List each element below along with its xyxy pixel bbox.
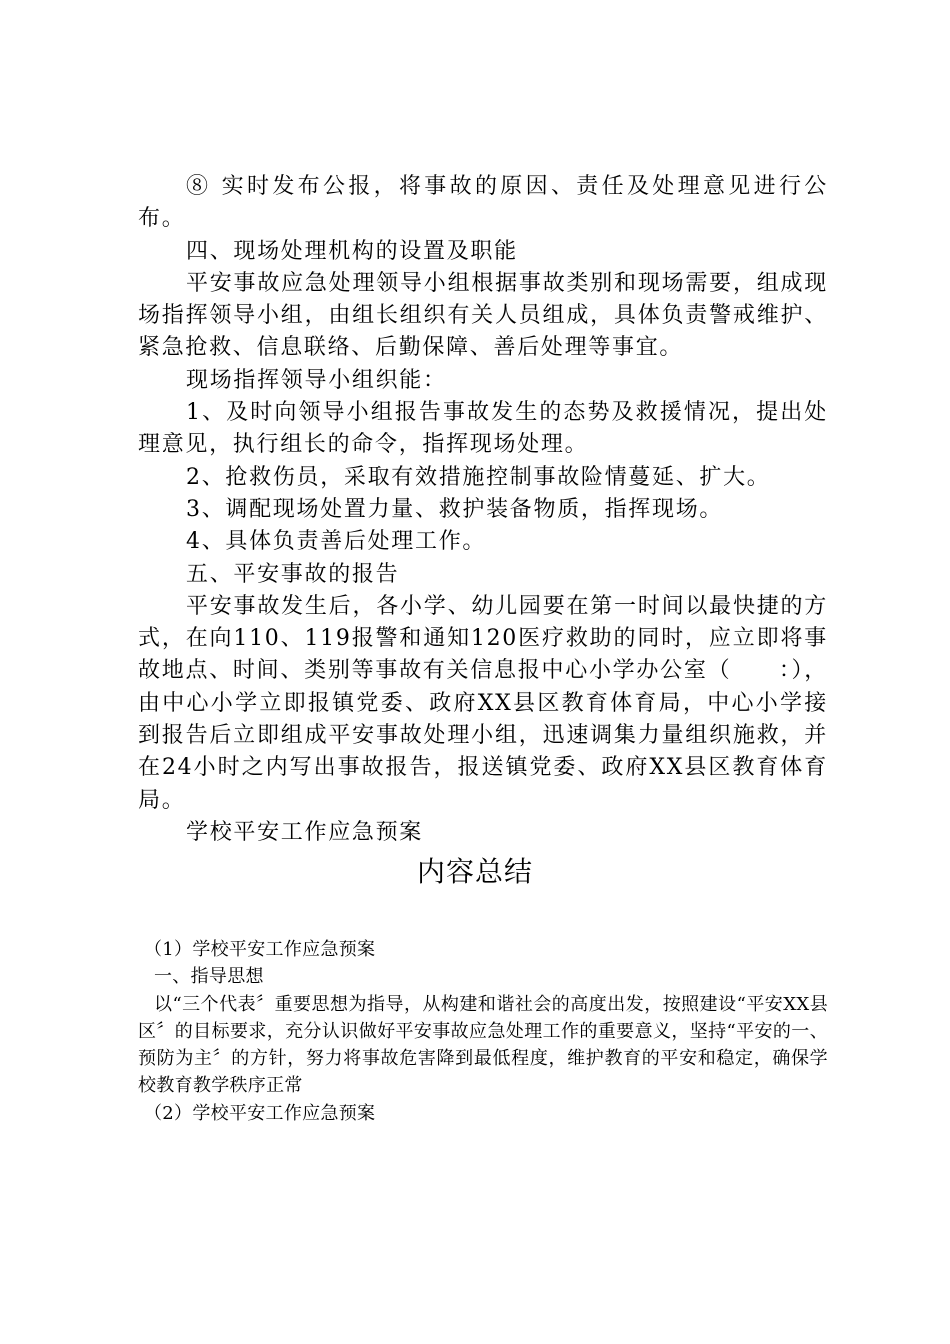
summary-item-2: （2）学校平安工作应急预案 <box>144 1102 376 1124</box>
paragraph-plan-title: 学校平安工作应急预案 <box>186 819 424 845</box>
summary-section <box>138 936 828 1127</box>
summary-paragraph-guiding-thought: 以“三个代表〞重要思想为指导，从构建和谐社会的高度出发，按照建设“平安XX县区〞的目标要求，充分认识做好平安事故应急处理工作的重要意义，坚持“平安的一、预防为主〞的方针，努力将事故危害降到最低程度，维护教育的平安和稳定，确保学校教育教学秩序正常 <box>138 993 828 1097</box>
section-heading-onsite-organization: 四、现场处理机构的设置及职能 <box>186 238 518 264</box>
paragraph-onsite-group: 平安事故应急处理领导小组根据事故类别和现场需要，组成现场指挥领导小组，由组长组织有关人员组成，具体负责警戒维护、紧急抢救、信息联络、后勤保障、善后处理等事宜。 <box>138 270 828 361</box>
list-item-duty-3: 3、调配现场处置力量、救护装备物质，指挥现场。 <box>186 496 724 522</box>
paragraph-report-procedure: 平安事故发生后，各小学、幼儿园要在第一时间以最快捷的方式，在向110、119报警和通知120医疗救助的同时，应立即将事故地点、时间、类别等事故有关信息报中心小学办公室（ ：），由中心小学立即报镇党委、政府XX县区教育体育局，中心小学接到报告后立即组成平安事故处理小组，迅速调集力量组织施救，并在24小时之内写出事故报告，报送镇党委、政府XX县区教育体育局。 <box>138 593 828 813</box>
list-item-duty-1: 1、及时向领导小组报告事故发生的态势及救援情况，提出处理意见，执行组长的命令，指挥现场处理。 <box>138 400 828 458</box>
list-item-duty-2: 2、抢救伤员，采取有效措施控制事故险情蔓延、扩大。 <box>186 464 771 490</box>
summary-title: 内容总结 <box>416 855 533 888</box>
summary-heading-guiding-thought: 一、指导思想 <box>154 966 264 988</box>
list-item-duty-4: 4、具体负责善后处理工作。 <box>186 529 487 555</box>
paragraph-group-duties-heading: 现场指挥领导小组织能： <box>186 367 447 393</box>
summary-item-1: （1）学校平安工作应急预案 <box>144 939 376 960</box>
paragraph-announcement: ⑧ 实时发布公报，将事故的原因、责任及处理意见进行公布。 <box>138 174 828 232</box>
document-body <box>138 171 828 849</box>
section-heading-accident-report: 五、平安事故的报告 <box>186 561 400 587</box>
